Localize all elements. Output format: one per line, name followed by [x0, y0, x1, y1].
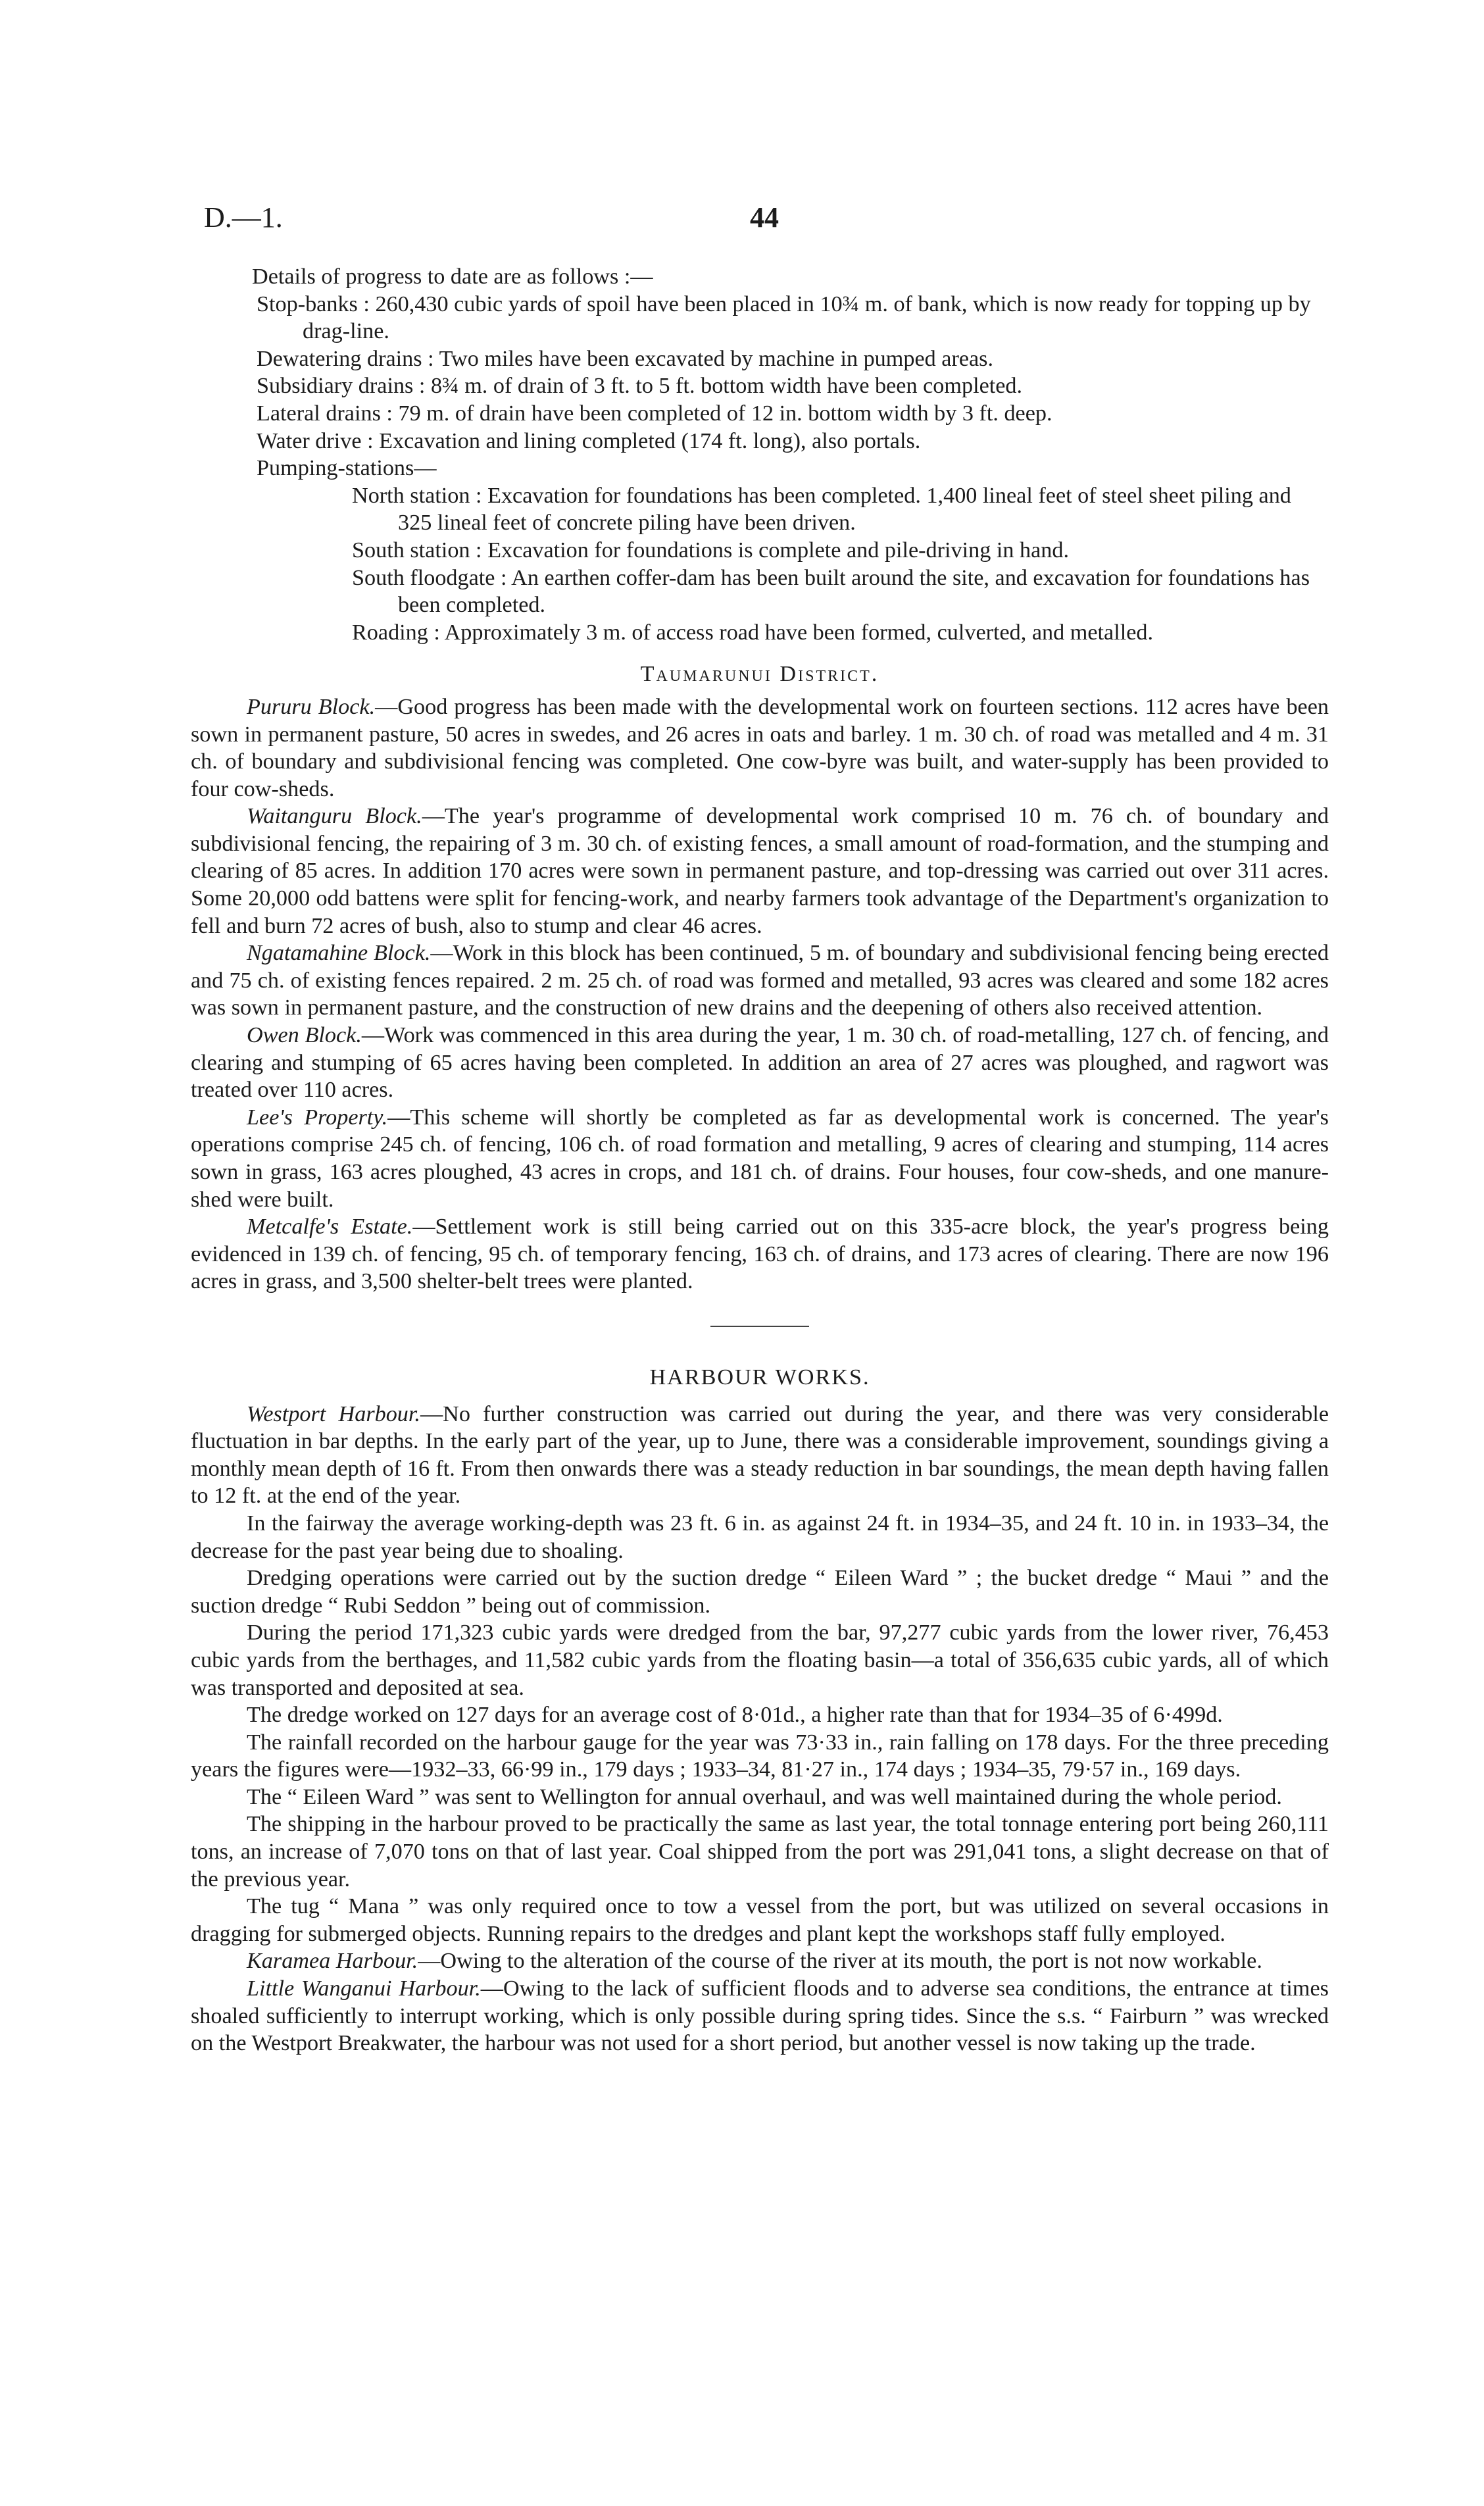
- paragraph-fairway: In the fairway the average working-depth was 23 ft. 6 in. as against 24 ft. in 1934–35, and 24 ft. 10 in. in 1933–34, the decrease for the past year being due to shoaling.: [191, 1511, 1329, 1563]
- progress-item-south-station: South station : Excavation for foundations is complete and pile-driving in hand.: [352, 538, 1069, 563]
- document-reference: D.—1.: [204, 201, 283, 234]
- paragraph-metcalfe: Metcalfe's Estate.—Settlement work is still being carried out on this 335-acre block, the year's progress being evidenced in 139 ch. of fencing, 95 ch. of temporary fencing, 163 ch. of drains, and 173 acres of clearing. There are now 196 acres in grass, and 3,500 shelter-belt trees were planted.: [191, 1215, 1329, 1294]
- page-number: 44: [750, 201, 779, 234]
- section-heading-taumarunui: Taumarunui District.: [640, 662, 879, 687]
- paragraph-dredge-cost: The dredge worked on 127 days for an average cost of 8·01d., a higher rate than that for 1934–35 of 6·499d.: [247, 1703, 1223, 1728]
- paragraph-tug: The tug “ Mana ” was only required once to tow a vessel from the port, but was utilized on several occasions in dragging for submerged objects. Running repairs to the dredges and plant kept the workshops staff fully employed.: [191, 1894, 1329, 1946]
- section-heading-harbour-works: HARBOUR WORKS.: [649, 1365, 870, 1390]
- paragraph-little-wanganui: Little Wanganui Harbour.—Owing to the lack of sufficient floods and to adverse sea conditions, the entrance at times shoaled sufficiently to interrupt working, which is only possible during spring tides. Since the s.s. “ Fairburn ” was wrecked on the Westport Breakwater, the harbour was not used for a short period, but another vessel is now taking up the trade.: [191, 1976, 1329, 2056]
- progress-item-roading: Roading : Approximately 3 m. of access road have been formed, culverted, and metalled.: [352, 620, 1154, 645]
- progress-item-subsidiary: Subsidiary drains : 8¾ m. of drain of 3 ft. to 5 ft. bottom width have been completed.: [257, 374, 1023, 399]
- paragraph-shipping: The shipping in the harbour proved to be practically the same as last year, the total tonnage entering port being 260,111 tons, an increase of 7,070 tons on that of last year. Coal shipped from the port was 291,041 tons, a slight decrease on that of the previous year.: [191, 1812, 1329, 1892]
- paragraph-period: During the period 171,323 cubic yards were dredged from the bar, 97,277 cubic yards from the lower river, 76,453 cubic yards from the berthages, and 11,582 cubic yards from the floating basin—a total of 356,635 cubic yards, all of which was transported and deposited at sea.: [191, 1620, 1329, 1700]
- paragraph-rainfall: The rainfall recorded on the harbour gauge for the year was 73·33 in., rain falling on 178 days. For the three preceding years the figures were—1932–33, 66·99 in., 179 days ; 1933–34, 81·27 in., 174 days ; 1934–35, 79·57 in., 169 days.: [191, 1730, 1329, 1782]
- progress-item-pumping: Pumping-stations—: [257, 456, 437, 481]
- section-divider: [710, 1326, 809, 1327]
- progress-item-north-station: North station : Excavation for foundations has been completed. 1,400 lineal feet of steel sheet piling and 325 lineal feet of concrete piling have been driven.: [352, 483, 1291, 536]
- paragraph-westport: Westport Harbour.—No further construction was carried out during the year, and there was very considerable fluctuation in bar depths. In the early part of the year, up to June, there was a considerable improvement, soundings giving a monthly mean depth of 16 ft. From then onwards there was a steady reduction in bar soundings, the mean depth having fallen to 12 ft. at the end of the year.: [191, 1401, 1329, 1509]
- paragraph-lees: Lee's Property.—This scheme will shortly be completed as far as developmental work is concerned. The year's operations comprise 245 ch. of fencing, 106 ch. of road formation and metalling, 9 acres of clearing and stumping, 114 acres sown in grass, 163 acres ploughed, 43 acres in crops, and 181 ch. of drains. Four houses, four cow-sheds, and one manure-shed were built.: [191, 1105, 1329, 1212]
- document-body: [191, 263, 1329, 2057]
- paragraph-karamea: Karamea Harbour.—Owing to the alteration of the course of the river at its mouth, the port is not now workable.: [247, 1949, 1262, 1974]
- progress-item-water-drive: Water drive : Excavation and lining completed (174 ft. long), also portals.: [257, 428, 921, 453]
- progress-item-south-floodgate: South floodgate : An earthen coffer-dam has been built around the site, and excavation for foundations has been completed.: [352, 565, 1310, 618]
- paragraph-eileen-ward: The “ Eileen Ward ” was sent to Wellington for annual overhaul, and was well maintained during the whole period.: [247, 1784, 1282, 1809]
- progress-item-lateral: Lateral drains : 79 m. of drain have been completed of 12 in. bottom width by 3 ft. deep.: [257, 401, 1052, 426]
- paragraph-ngatamahine: Ngatamahine Block.—Work in this block has been continued, 5 m. of boundary and subdivisional fencing being erected and 75 ch. of existing fences repaired. 2 m. 25 ch. of road was formed and metalled, 93 acres was cleared and some 182 acres was sown in permanent pasture, and the construction of new drains and the deepening of others also received attention.: [191, 941, 1329, 1020]
- progress-item-dewatering: Dewatering drains : Two miles have been excavated by machine in pumped areas.: [257, 346, 994, 371]
- progress-item-stopbanks: Stop-banks : 260,430 cubic yards of spoil have been placed in 10¾ m. of bank, which is now ready for topping up by drag-line.: [257, 291, 1311, 344]
- paragraph-dredging: Dredging operations were carried out by the suction dredge “ Eileen Ward ” ; the bucket dredge “ Maui ” and the suction dredge “ Rubi Seddon ” being out of commission.: [191, 1566, 1329, 1618]
- paragraph-pururu: Pururu Block.—Good progress has been made with the developmental work on fourteen sections. 112 acres have been sown in permanent pasture, 50 acres in swedes, and 26 acres in oats and barley. 1 m. 30 ch. of road was metalled and 4 m. 31 ch. of boundary and subdivisional fencing was completed. One cow-byre was built, and water-supply has been provided to four cow-sheds.: [191, 694, 1329, 801]
- paragraph-waitanguru: Waitanguru Block.—The year's programme of developmental work comprised 10 m. 76 ch. of boundary and subdivisional fencing, the repairing of 3 m. 30 ch. of existing fences, a small amount of road-formation, and the stumping and clearing of 85 acres. In addition 170 acres were sown in permanent pasture, and top-dressing was carried out over 311 acres. Some 20,000 odd battens were split for fencing-work, and nearby farmers took advantage of the Department's organization to fell and burn 72 acres of bush, also to stump and clear 46 acres.: [191, 804, 1329, 938]
- paragraph-owen: Owen Block.—Work was commenced in this area during the year, 1 m. 30 ch. of road-metalling, 127 ch. of fencing, and clearing and stumping of 65 acres having been completed. In addition an area of 27 acres was ploughed, and ragwort was treated over 110 acres.: [191, 1023, 1329, 1103]
- progress-intro: Details of progress to date are as follows :—: [252, 264, 653, 289]
